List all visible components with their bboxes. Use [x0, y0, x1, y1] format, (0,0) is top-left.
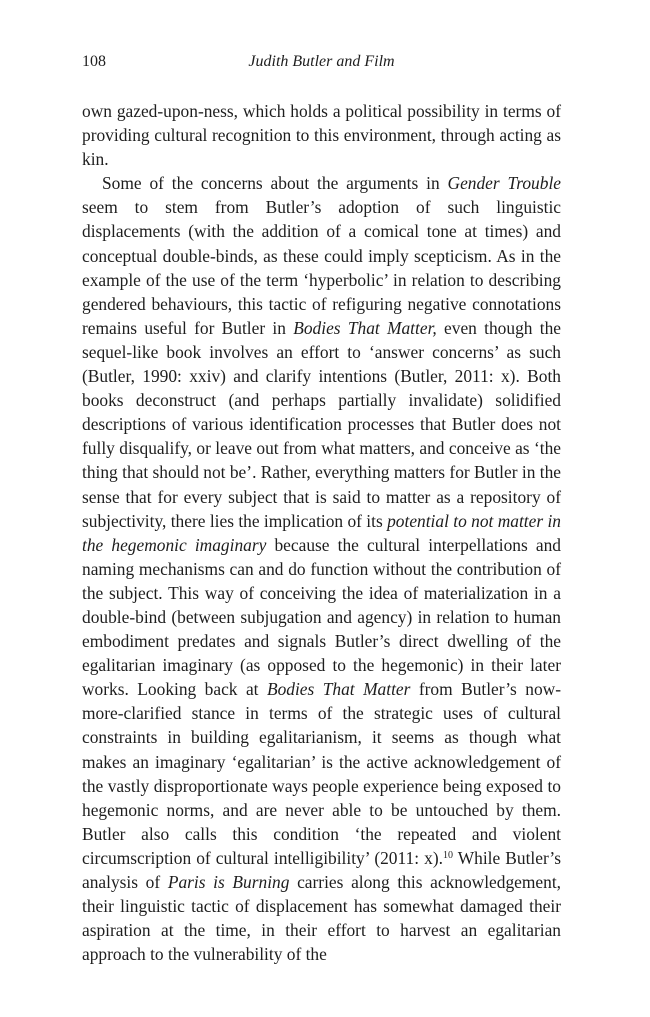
running-title: Judith Butler and Film — [248, 53, 395, 70]
emphasized-phrase: potential to not matter in the hegemonic imaginary — [82, 510, 561, 555]
text-run: Some of the concerns about the arguments in — [102, 173, 448, 194]
page-number: 108 — [82, 53, 106, 70]
page-header — [82, 50, 561, 74]
paragraph-continued: own gazed-upon-ness, which holds a political possibility in terms of providing cultural recognition to this environment, through acting as kin. — [82, 101, 561, 170]
body-text — [82, 99, 561, 966]
book-title-gender-trouble: Gender Trouble — [447, 173, 561, 194]
footnote-reference: 10 — [442, 849, 453, 861]
text-run: even though the sequel-like book involves an effort to ‘answer concerns’ as such (Butler, 1990: xxiv) and clarify intentions (Butler, 2011: x). Both books deconstruct (and perhaps partially invalidate) solidified descriptions of various identification processes that Butler does not fully disqualify, or leave out from what matters, and conceive as ‘the thing that should not be’. Rather, everything matters for Butler in the sense that for every subject that is said to matter as a repository of subjectivity, there lies the implication of its — [82, 317, 561, 531]
film-title-paris-is-burning: Paris is Burning — [167, 872, 290, 892]
text-run: from Butler’s now-more-clarified stance in terms of the strategic uses of cultural constraints in building egalitarianism, it seems as though what makes an imaginary ‘egalitarian’ is the active acknowledgement of the vastly disproportionate ways people experience being exposed to hegemonic norms, and are never able to be untouched by them. Butler also calls this condition ‘the repeated and violent circumscription of cultural intelligibility’ (2011: x). — [82, 679, 561, 868]
text-run: While Butler’s analysis of — [82, 847, 562, 892]
text-run: because the cultural interpellations and naming mechanisms can and do function without the contribution of the subject. This way of conceiving the idea of materialization in a double-bind (between subjugation and agency) in relation to human embodiment predates and signals Butler’s direct dwelling of the egalitarian imaginary (as opposed to the hegemonic) in their later works. Looking back at — [82, 534, 562, 700]
book-title-bodies-that-matter: Bodies That Matter, — [293, 317, 437, 338]
text-run: seem to stem from Butler’s adoption of such linguistic displacements (with the addition of a comical tone at times) and conceptual double-binds, as these could imply scepticism. As in the example of the use of the term ‘hyperbolic’ in relation to describing gendered behaviours, this tactic of refiguring negative connotations remains useful for Butler in — [82, 197, 561, 338]
paragraph — [82, 171, 561, 966]
text-run: carries along this acknowledgement, their linguistic tactic of displacement has somewhat damaged their aspiration at the time, in their effort to harvest an egalitarian approach to the vulnerability of the — [82, 872, 561, 965]
book-title-bodies-that-matter: Bodies That Matter — [266, 679, 411, 700]
